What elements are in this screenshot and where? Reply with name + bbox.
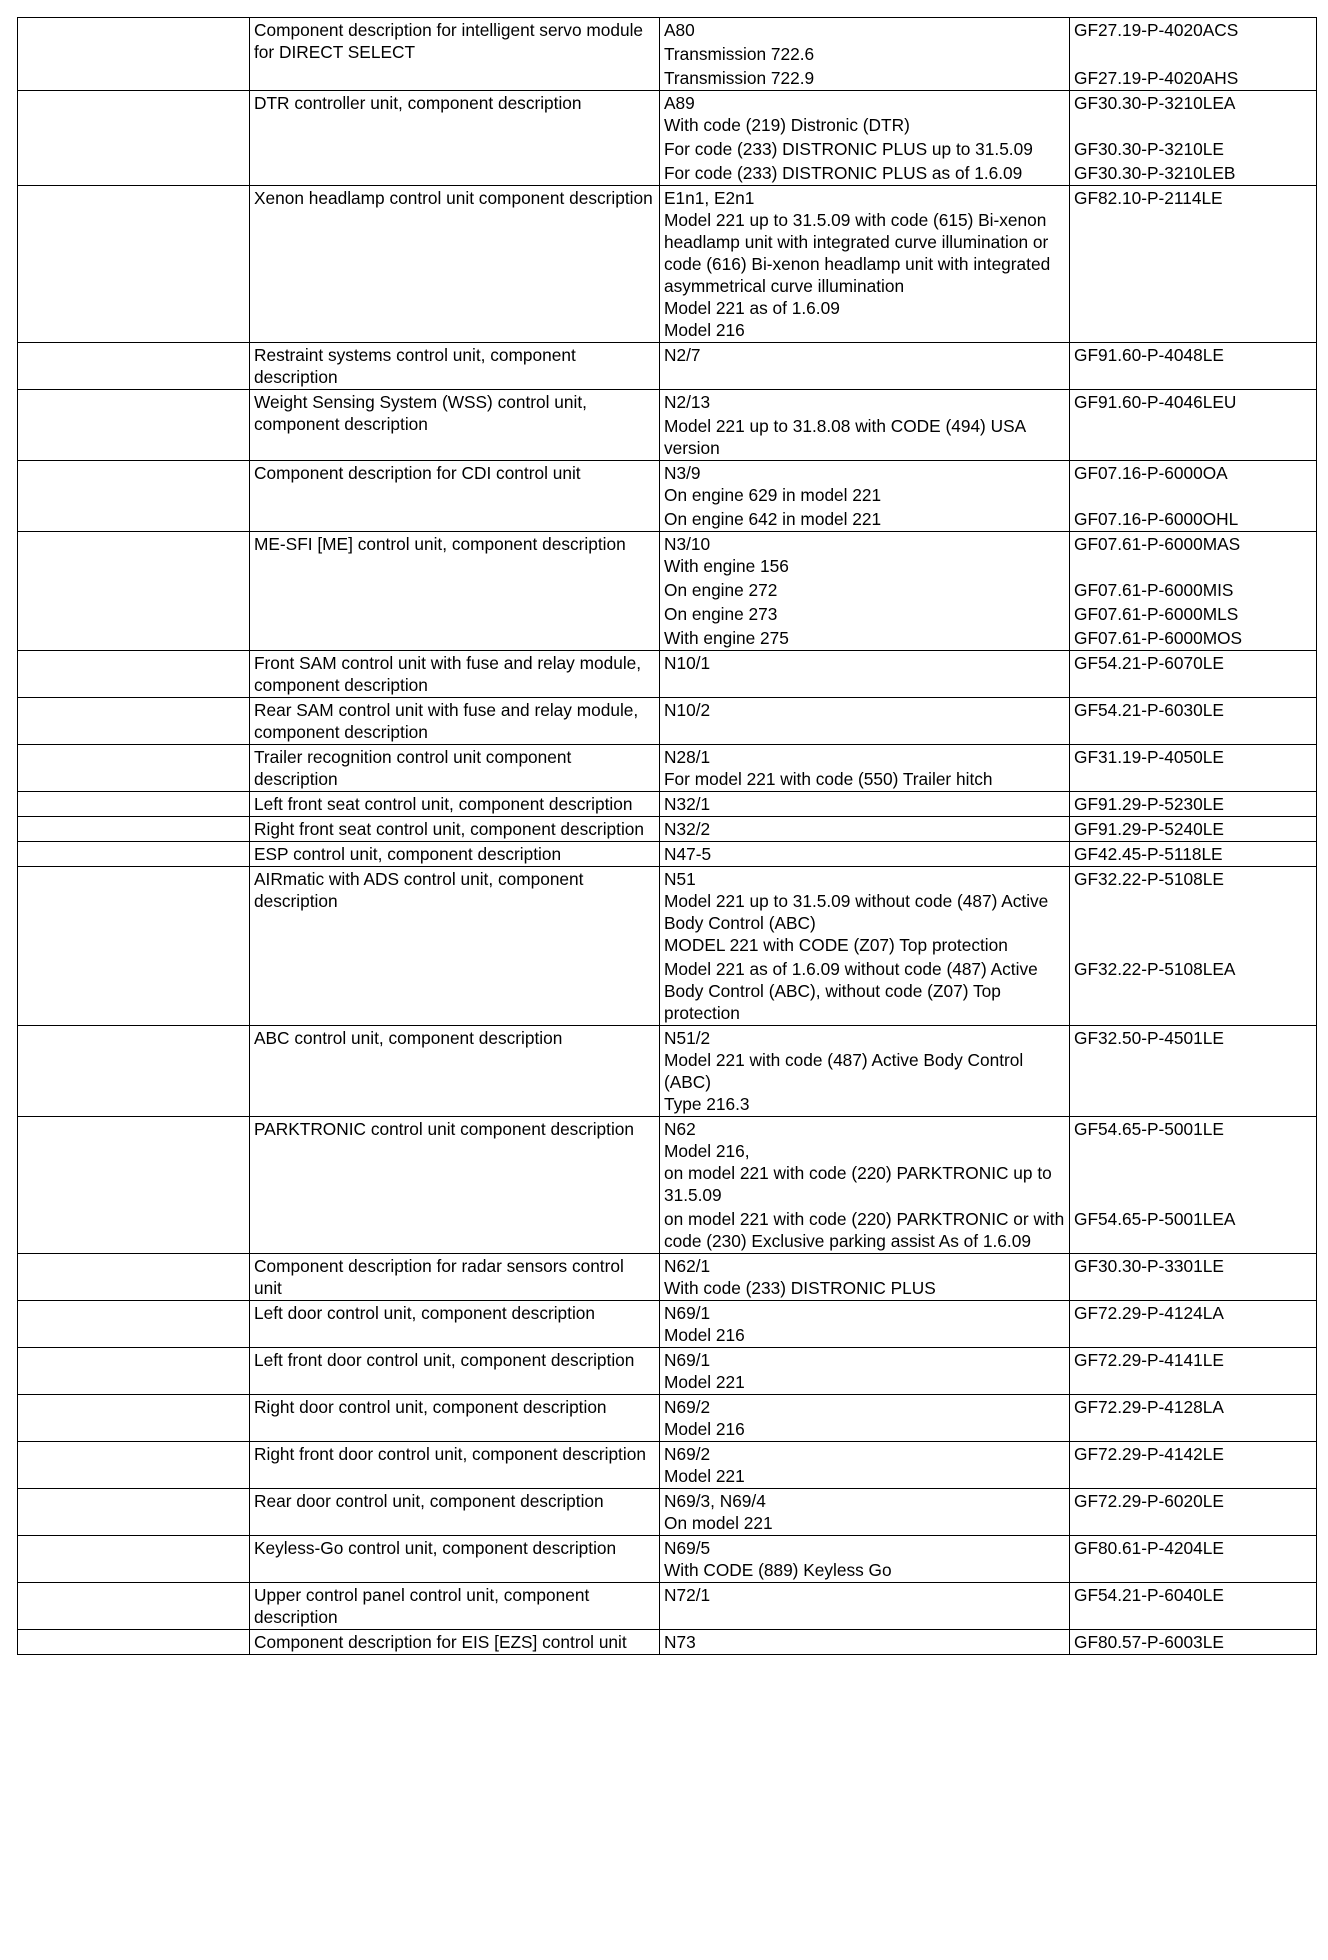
- table-row: [18, 792, 1317, 817]
- applicability-cell: N2/7: [660, 343, 1070, 390]
- document-code: GF30.30-P-3301LE: [1070, 1254, 1317, 1301]
- applicability-cell: On engine 642 in model 221: [660, 507, 1070, 532]
- component-description: Front SAM control unit with fuse and relay module, component description: [250, 651, 660, 698]
- applicability-cell: A80: [660, 18, 1070, 43]
- document-page: [17, 17, 1316, 1655]
- component-description: Keyless-Go control unit, component description: [250, 1536, 660, 1583]
- blank-cell: [18, 867, 250, 1026]
- applicability-cell: N51/2 Model 221 with code (487) Active Body Control (ABC) Type 216.3: [660, 1026, 1070, 1117]
- component-description: Component description for intelligent servo module for DIRECT SELECT: [250, 18, 660, 91]
- applicability-cell: N3/9 On engine 629 in model 221: [660, 461, 1070, 508]
- document-code: GF54.65-P-5001LE: [1070, 1117, 1317, 1208]
- component-description: Right door control unit, component description: [250, 1395, 660, 1442]
- table-row: [18, 18, 1317, 43]
- table-row: [18, 186, 1317, 343]
- component-description: Left front seat control unit, component description: [250, 792, 660, 817]
- blank-cell: [18, 817, 250, 842]
- blank-cell: [18, 1395, 250, 1442]
- document-code: GF72.29-P-4124LA: [1070, 1301, 1317, 1348]
- document-code: GF72.29-P-4141LE: [1070, 1348, 1317, 1395]
- table-row: [18, 91, 1317, 138]
- table-row: [18, 1117, 1317, 1208]
- document-code: GF91.60-P-4048LE: [1070, 343, 1317, 390]
- document-code: GF30.30-P-3210LEB: [1070, 161, 1317, 186]
- blank-cell: [18, 1442, 250, 1489]
- blank-cell: [18, 792, 250, 817]
- table-row: [18, 461, 1317, 508]
- document-code: GF30.30-P-3210LE: [1070, 137, 1317, 161]
- component-description: Rear SAM control unit with fuse and relay module, component description: [250, 698, 660, 745]
- applicability-cell: N51 Model 221 up to 31.5.09 without code (487) Active Body Control (ABC) MODEL 221 with CODE (Z07) Top protection: [660, 867, 1070, 958]
- applicability-cell: N69/1 Model 221: [660, 1348, 1070, 1395]
- applicability-cell: N32/2: [660, 817, 1070, 842]
- table-row: [18, 532, 1317, 579]
- table-row: [18, 698, 1317, 745]
- document-code: GF27.19-P-4020ACS: [1070, 18, 1317, 43]
- blank-cell: [18, 461, 250, 532]
- component-table: [17, 17, 1317, 1655]
- component-description: ESP control unit, component description: [250, 842, 660, 867]
- applicability-cell: N47-5: [660, 842, 1070, 867]
- applicability-cell: Model 221 up to 31.8.08 with CODE (494) USA version: [660, 414, 1070, 461]
- document-code: GF42.45-P-5118LE: [1070, 842, 1317, 867]
- document-code: GF27.19-P-4020AHS: [1070, 66, 1317, 91]
- blank-cell: [18, 1348, 250, 1395]
- component-description: Rear door control unit, component description: [250, 1489, 660, 1536]
- component-description: Upper control panel control unit, component description: [250, 1583, 660, 1630]
- document-code: GF54.21-P-6070LE: [1070, 651, 1317, 698]
- applicability-cell: A89 With code (219) Distronic (DTR): [660, 91, 1070, 138]
- document-code: GF91.29-P-5230LE: [1070, 792, 1317, 817]
- blank-cell: [18, 1536, 250, 1583]
- blank-cell: [18, 842, 250, 867]
- document-code: GF72.29-P-4128LA: [1070, 1395, 1317, 1442]
- blank-cell: [18, 698, 250, 745]
- document-code: GF72.29-P-4142LE: [1070, 1442, 1317, 1489]
- component-description: ABC control unit, component description: [250, 1026, 660, 1117]
- blank-cell: [18, 390, 250, 461]
- applicability-cell: N2/13: [660, 390, 1070, 415]
- document-code: GF07.61-P-6000MLS: [1070, 602, 1317, 626]
- table-row: [18, 1301, 1317, 1348]
- blank-cell: [18, 1117, 250, 1254]
- table-row: [18, 1395, 1317, 1442]
- applicability-cell: Model 221 as of 1.6.09 without code (487) Active Body Control (ABC), without code (Z07) Top protection: [660, 957, 1070, 1026]
- document-code: GF31.19-P-4050LE: [1070, 745, 1317, 792]
- applicability-cell: E1n1, E2n1 Model 221 up to 31.5.09 with code (615) Bi-xenon headlamp unit with integrated curve illumination or code (616) Bi-xenon headlamp unit with integrated asymmetrical curve illumination Model 221 as of 1.6.09 Model 216: [660, 186, 1070, 343]
- applicability-cell: For code (233) DISTRONIC PLUS up to 31.5.09: [660, 137, 1070, 161]
- document-code: GF91.29-P-5240LE: [1070, 817, 1317, 842]
- applicability-cell: N69/2 Model 216: [660, 1395, 1070, 1442]
- applicability-cell: N3/10 With engine 156: [660, 532, 1070, 579]
- blank-cell: [18, 1026, 250, 1117]
- table-row: [18, 1583, 1317, 1630]
- applicability-cell: N10/1: [660, 651, 1070, 698]
- component-table-body: [18, 18, 1317, 1655]
- document-code: GF54.65-P-5001LEA: [1070, 1207, 1317, 1254]
- table-row: [18, 1442, 1317, 1489]
- document-code: GF54.21-P-6040LE: [1070, 1583, 1317, 1630]
- document-code: [1070, 42, 1317, 66]
- applicability-cell: On engine 273: [660, 602, 1070, 626]
- document-code: GF32.50-P-4501LE: [1070, 1026, 1317, 1117]
- document-code: GF07.16-P-6000OHL: [1070, 507, 1317, 532]
- component-description: Weight Sensing System (WSS) control unit, component description: [250, 390, 660, 461]
- table-row: [18, 1489, 1317, 1536]
- applicability-cell: On engine 272: [660, 578, 1070, 602]
- applicability-cell: N73: [660, 1630, 1070, 1655]
- applicability-cell: on model 221 with code (220) PARKTRONIC or with code (230) Exclusive parking assist As of 1.6.09: [660, 1207, 1070, 1254]
- table-row: [18, 745, 1317, 792]
- applicability-cell: N69/3, N69/4 On model 221: [660, 1489, 1070, 1536]
- document-code: GF30.30-P-3210LEA: [1070, 91, 1317, 138]
- component-description: Left front door control unit, component description: [250, 1348, 660, 1395]
- blank-cell: [18, 745, 250, 792]
- component-description: Restraint systems control unit, component description: [250, 343, 660, 390]
- component-description: Right front door control unit, component description: [250, 1442, 660, 1489]
- applicability-cell: For code (233) DISTRONIC PLUS as of 1.6.09: [660, 161, 1070, 186]
- blank-cell: [18, 1630, 250, 1655]
- document-code: GF80.61-P-4204LE: [1070, 1536, 1317, 1583]
- applicability-cell: N69/5 With CODE (889) Keyless Go: [660, 1536, 1070, 1583]
- table-row: [18, 1254, 1317, 1301]
- blank-cell: [18, 1583, 250, 1630]
- document-code: GF07.61-P-6000MAS: [1070, 532, 1317, 579]
- applicability-cell: N69/1 Model 216: [660, 1301, 1070, 1348]
- applicability-cell: N62/1 With code (233) DISTRONIC PLUS: [660, 1254, 1070, 1301]
- applicability-cell: N62 Model 216, on model 221 with code (220) PARKTRONIC up to 31.5.09: [660, 1117, 1070, 1208]
- table-row: [18, 1348, 1317, 1395]
- component-description: Component description for radar sensors control unit: [250, 1254, 660, 1301]
- applicability-cell: N28/1 For model 221 with code (550) Trailer hitch: [660, 745, 1070, 792]
- blank-cell: [18, 18, 250, 91]
- blank-cell: [18, 186, 250, 343]
- table-row: [18, 842, 1317, 867]
- document-code: GF80.57-P-6003LE: [1070, 1630, 1317, 1655]
- document-code: GF72.29-P-6020LE: [1070, 1489, 1317, 1536]
- blank-cell: [18, 91, 250, 186]
- blank-cell: [18, 1301, 250, 1348]
- applicability-cell: Transmission 722.9: [660, 66, 1070, 91]
- component-description: Component description for EIS [EZS] control unit: [250, 1630, 660, 1655]
- document-code: GF32.22-P-5108LE: [1070, 867, 1317, 958]
- blank-cell: [18, 651, 250, 698]
- document-code: [1070, 414, 1317, 461]
- blank-cell: [18, 1489, 250, 1536]
- table-row: [18, 343, 1317, 390]
- component-description: Trailer recognition control unit component description: [250, 745, 660, 792]
- table-row: [18, 1536, 1317, 1583]
- document-code: GF07.61-P-6000MIS: [1070, 578, 1317, 602]
- blank-cell: [18, 1254, 250, 1301]
- blank-cell: [18, 343, 250, 390]
- table-row: [18, 390, 1317, 415]
- document-code: GF07.16-P-6000OA: [1070, 461, 1317, 508]
- table-row: [18, 1026, 1317, 1117]
- applicability-cell: N32/1: [660, 792, 1070, 817]
- component-description: ME-SFI [ME] control unit, component description: [250, 532, 660, 651]
- document-code: GF54.21-P-6030LE: [1070, 698, 1317, 745]
- component-description: AIRmatic with ADS control unit, component description: [250, 867, 660, 1026]
- component-description: Xenon headlamp control unit component description: [250, 186, 660, 343]
- document-code: GF82.10-P-2114LE: [1070, 186, 1317, 343]
- applicability-cell: N72/1: [660, 1583, 1070, 1630]
- applicability-cell: With engine 275: [660, 626, 1070, 651]
- document-code: GF32.22-P-5108LEA: [1070, 957, 1317, 1026]
- table-row: [18, 651, 1317, 698]
- component-description: PARKTRONIC control unit component description: [250, 1117, 660, 1254]
- component-description: Left door control unit, component description: [250, 1301, 660, 1348]
- table-row: [18, 817, 1317, 842]
- applicability-cell: Transmission 722.6: [660, 42, 1070, 66]
- component-description: Right front seat control unit, component description: [250, 817, 660, 842]
- component-description: DTR controller unit, component description: [250, 91, 660, 186]
- document-code: GF91.60-P-4046LEU: [1070, 390, 1317, 415]
- blank-cell: [18, 532, 250, 651]
- component-description: Component description for CDI control unit: [250, 461, 660, 532]
- table-row: [18, 1630, 1317, 1655]
- table-row: [18, 867, 1317, 958]
- applicability-cell: N69/2 Model 221: [660, 1442, 1070, 1489]
- document-code: GF07.61-P-6000MOS: [1070, 626, 1317, 651]
- applicability-cell: N10/2: [660, 698, 1070, 745]
